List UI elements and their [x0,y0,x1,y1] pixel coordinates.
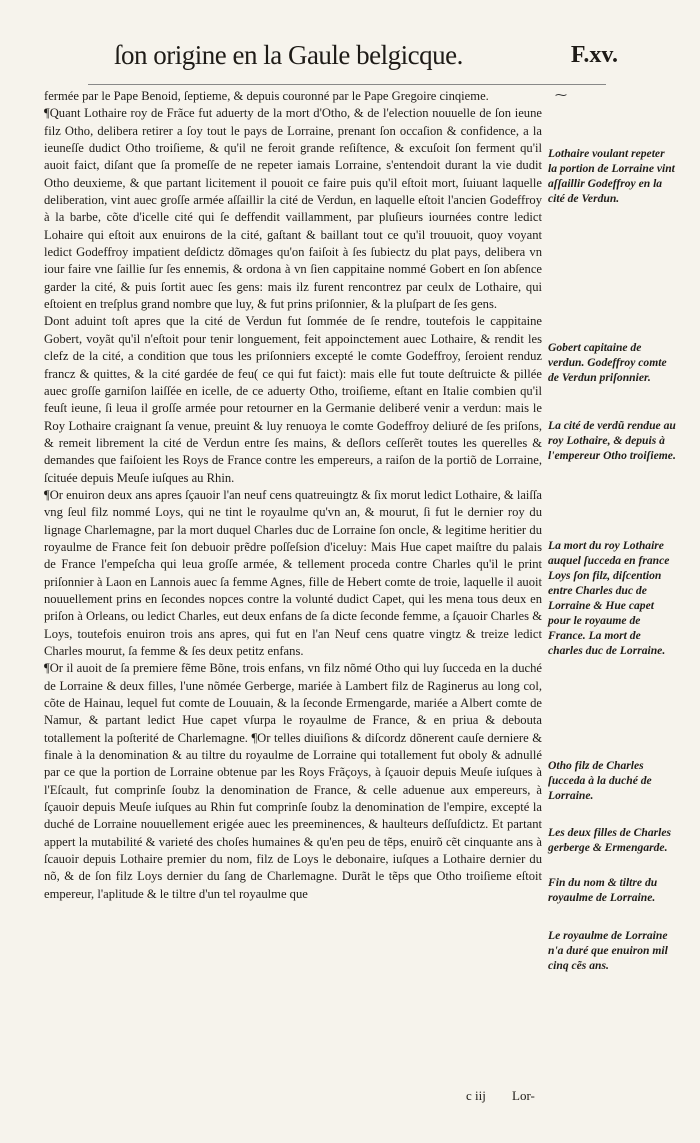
running-title: ſon origine en la Gaule belgicque. [114,40,463,70]
paragraph: fermée par le Pape Benoid, ſeptieme, & depuis couronné par le Pape Gregoire cinqieme. [44,89,489,103]
margin-note: Le royaulme de Lorraine n'a duré que enuiron mil cinq cẽs ans. [548,929,668,972]
paragraph: ¶Or enuiron deux ans apres ſçauoir l'an neuf cens quatreuingtz & ſix morut ledict Lothaire, & laiſſa vng ſeul filz nommé Loys, qui ne tint le royaulme qu'vn an, & mourut, ſi fut le dernier roy du lignage Charlemagne, par la mort duquel Charles duc de Lorraine ſon oncle, & legitime heritier du royaulme de France feit ſon debuoir prẽdre poſſeſsion d'iceluy: Mais Hue capet maiſtre du palais de France l'empeſcha qui leua groſſe armée, & tellement proceda contre Charles qu'il le print priſonnier à Laon en Lannois auec ſa femme Agnes, fille de Hebert comte de troie, laquelle il auoit nouuellement prins en ſecondes nopces contre la volunté dudict Capet, qui les mena tous deux en priſon à Orleans, ou ledict Charles, eut deux enfans de ſa dicte ſeconde femme, a ſçauoir Charles & Loys, toutefois enuiron trois ans apres, qui fut en l'an Neuf cens quatre vingtz & treize ledict Charles mourut, ſa femme & ſes deux petitz enfans. [44,487,542,658]
margin-note: La cité de verdũ rendue au roy Lothaire, & depuis à l'empereur Otho troiſieme. [548,419,676,462]
header-rule [88,84,606,85]
margin-note: Les deux filles de Charles gerberge & Ermengarde. [548,826,672,854]
paragraph: Dont aduint toſt apres que la cité de Verdun fut ſommée de ſe rendre, toutefois le cappitaine Gobert, voyãt qu'il n'eſtoit pour tenir longuement, feit appoinctement auec Lothaire, & rendit les clefz de la cité, a condition que tous les priſonniers excepté le comte Godeffroy, ſeroient renduz francz & quittes, & la cité gardée de feu( ce qui fut faict): mais elle fut toute deſtruicte & pillée auec groſſe garniſon laiſſée en icelle, de ce aduerty Otho, troiſieme, eſtant en Italie combien qu'il feuſt ieune, ſi leua il groſſe armée pour retourner en la Germanie deliberé venir a verdun: mais le Roy Lothaire craignant ſa venue, preuint & luy renuoya le comte Godeffroy deliuré de ſes priſons, & remeit librement la cité de Verdun entre ſes mains, & deſlors ceſſerẽt toutes les querelles & demandes que faiſoient les Roys de France contre les empereurs, a raiſon de la portiõ de Lorraine, ſcituée depuis Meuſe iuſques au Rhin. [44,314,542,485]
margin-note: Gobert capitaine de verdun. Godeffroy comte de Verdun priſonnier. [548,341,667,384]
ornament-mark: ⁓ [555,88,567,102]
margin-note: La mort du roy Lothaire auquel ſucceda en france Loys ſon filz, diſcention entre Charles duc de Lorraine & Hue capet pour le royaume de France. La mort de charles duc de Lorraine. [548,539,670,657]
margin-note: Lothaire voulant repeter la portion de Lorraine vint aſſaillir Godeffroy en la cité de Verdun. [548,147,675,205]
signature-mark: c iij [466,1088,486,1103]
margin-note: Fin du nom & tiltre du royaulme de Lorraine. [548,876,658,904]
catchword: Lor- [512,1088,535,1103]
paragraph: ¶Quant Lothaire roy de Frãce fut aduerty de la mort d'Otho, & de l'election nouuelle de ſon ieune filz Otho, delibera retirer a ſoy tout le pays de Lorraine, prenant ſon occaſion & confidence, a la ieuneſſe dudict Otho troiſieme, & qu'il ne feroit grande reſiſtence, & excuſoit ſon ferment qu'il auoit faict, diſant que ſa promeſſe de ne repeter iamais Lorraine, s'entendoit durant la vie dudit Otho deuxieme, & que partant licitement il pouoit ce faire puis qu'il eſtoit mort, ſuiuant laquelle deliberation, vint auec groſſe armée aſſaillir la cité de Verdun, en laquelle eſtoit l'ancien Godeffroy à la barbe, cõte d'icelle cité qui ſe deffendit vaillamment, par pluſieurs iournées contre ledict Lohaire qui eſtoit aux enuirons de la cité, gaſtant & baillant tout ce qu'il trouuoit, quoy voyant ledict Godeffroy impatient deſdictz dõmages qu'on faiſoit à ſes ſubiectz du plat pays, delibera vn iour faire vne ſaillie ſur ſes ennemis, & ordona à vn ſien cappitaine nommé Gobert en ſon abſence garder la cité, & puis ſortit auec ſes gens: mais ilz furent rencontrez par ceulx de Lothaire, qui eſtoient en treſplus grand nombre que luy, & fut prins priſonnier, & la pluſpart de ſes gens. [44,106,542,312]
folio-number: F.xv. [570,42,618,68]
page-header [90,40,618,80]
main-text [44,88,542,903]
margin-note: Otho filz de Charles ſucceda à la duché de Lorraine. [548,759,652,802]
paragraph: ¶Or il auoit de ſa premiere fẽme Bõne, trois enfans, vn filz nõmé Otho qui luy ſucceda en la duché de Lorraine & deux filles, l'une nõmée Gerberge, mariée à Lambert filz de Raginerus au long col, cõte de Hainau, lequel fut comte de Louuain, & la ſeconde Ermengarde, mariée a Albert comte de Namur, & partant ledict Hue capet vſurpa le royaulme de France, & en priua & debouta totallement la poſterité de Charlemagne. ¶Or telles diuiſions & diſcordz dõnerent cauſe derniere & finale à la denomination & au tiltre du royaulme de Lorraine qui totallement fut oboly & adnullé par ce que la portion de Lorraine obtenue par les Roys Frãçoys, à ſçauoir depuis Meuſe iuſques à l'Eſcault, fut comprinſe ſoubz la denomination de France, & celle aduenue aux empereurs, à ſçauoir depuis Meuſe iuſques au Rhin fut comprinſe ſoubz la denomination de l'empire, excepté la duché de Lorraine nouuellement erigée auec les preeminences, & haulteurs deſſuſdictz. Et partant appert la mutabilité & varieté des choſes humaines & qu'en peu de tẽps, enuirõ cẽt cinquante ans à ſcauoir depuis Lothaire premier du nom, filz de Loys le debonaire, iuſques a Lothaire dernier du nõ, & de ſon filz Loys dernier du ſang de Charlemagne. Durãt le tẽps que Otho troiſieme eſtoit empereur, l'aplitude & le tiltre d'un tel royaulme que [44,661,542,901]
